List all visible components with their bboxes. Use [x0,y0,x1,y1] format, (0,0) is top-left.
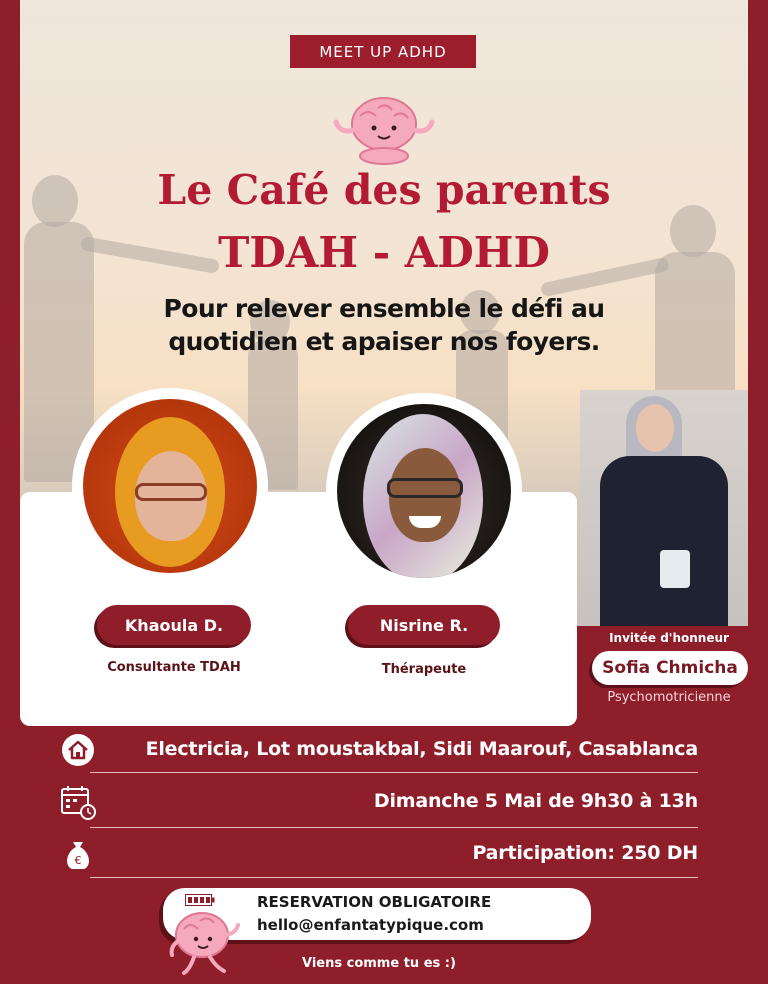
speaker-role: Consultante TDAH [107,660,241,675]
event-tag: MEET UP ADHD [290,35,476,68]
divider [90,827,698,828]
date-text: Dimanche 5 Mai de 9h30 à 13h [373,790,698,812]
subtitle-line: quotidien et apaiser nos foyers. [168,327,600,356]
guest-photo [580,390,748,626]
event-title-sub: TDAH - ADHD [218,228,550,277]
speaker-photo-frame [72,388,268,584]
location-text: Electricia, Lot moustakbal, Sidi Maarouf, Casablanca [145,738,698,760]
event-title: Le Café des parents [157,166,611,214]
footer-tagline: Viens comme tu es :) [302,956,456,971]
speaker-photo [337,404,511,578]
subtitle-line: Pour relever ensemble le défi au [163,294,605,323]
speaker-photo [83,399,257,573]
guest-name: Sofia Chmicha [592,651,748,685]
speaker-name: Khaoula D. [97,605,251,645]
divider [90,772,698,773]
price-text: Participation: 250 DH [472,842,698,864]
brain-mascot-icon [330,94,438,166]
reservation-title: RESERVATION OBLIGATOIRE [257,893,492,911]
divider [90,877,698,878]
speaker-photo-frame [326,393,522,589]
cup [660,550,690,588]
event-subtitle [0,292,768,358]
calendar-icon [60,784,96,820]
price-row [60,836,698,876]
guest-label: Invitée d'honneur [609,631,729,645]
svg-text:€: € [74,854,82,867]
face [636,404,674,452]
location-row [60,732,698,772]
date-row [60,784,698,824]
guest-role: Psychomotricienne [607,690,731,705]
glasses [387,478,463,498]
home-icon [60,732,96,768]
speaker-name: Nisrine R. [348,605,500,645]
glasses [135,483,207,501]
speaker-role: Thérapeute [381,662,467,677]
jacket [600,456,728,626]
brain-mascot-icon [168,905,242,981]
money-bag-icon [60,836,96,872]
reservation-email[interactable]: hello@enfantatypique.com [257,916,484,934]
